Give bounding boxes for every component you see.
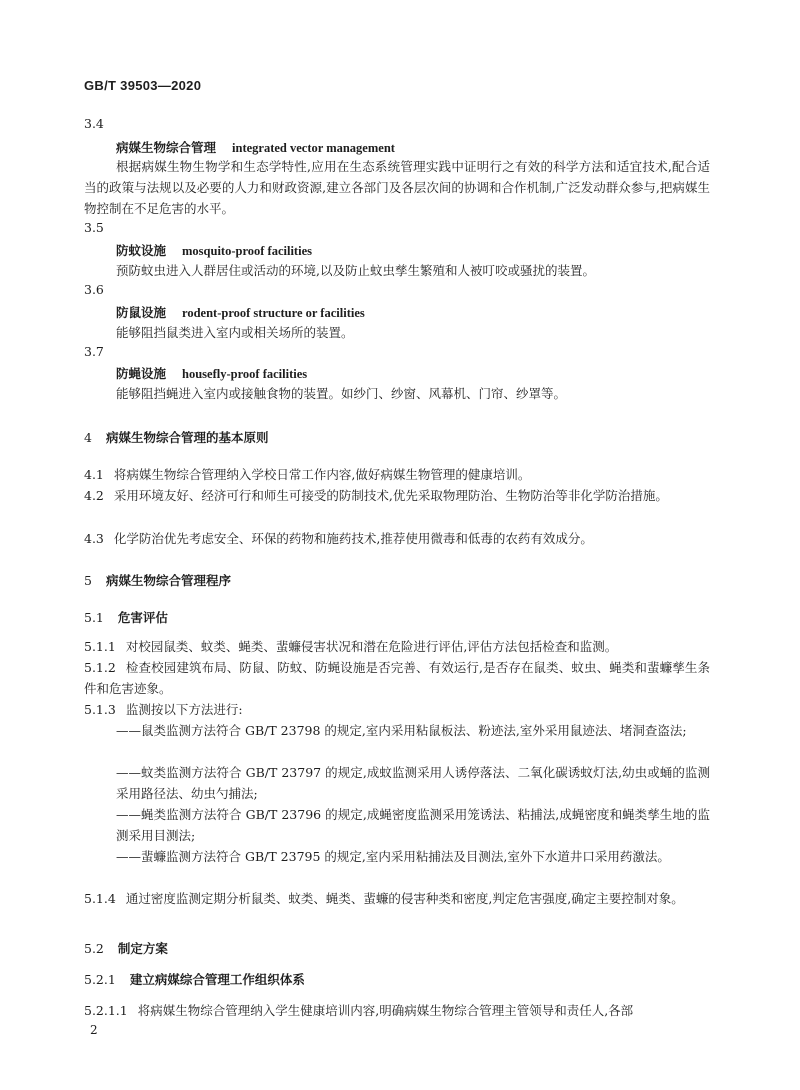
clause-5-1-4-number: 5.1.4 bbox=[84, 891, 116, 906]
definition-3-4: 根据病媒生物生物学和生态学特性,应用在生态系统管理实践中证明行之有效的科学方法和适宜技术,配合适当的政策与法规以及必要的人力和财政资源,建立各部门及各层次间的协调和合作机制,广泛发动群众参与,把病媒生物控制在不足危害的水平。 bbox=[84, 159, 710, 216]
monitoring-item-rodent: ——鼠类监测方法符合 GB/T 23798 的规定,室内采用粘鼠板法、粉迹法,室外采用鼠迹法、堵洞查盗法; bbox=[116, 723, 687, 738]
section-5-1-title: 危害评估 bbox=[117, 610, 168, 625]
term-3-6-en: rodent-proof structure or facilities bbox=[182, 306, 365, 320]
clause-5-1-1 bbox=[84, 636, 710, 657]
clause-5-1-3-text: 监测按以下方法进行: bbox=[125, 702, 243, 717]
clause-5-2-1-1-number: 5.2.1.1 bbox=[84, 1003, 128, 1018]
clause-3-5-number: 3.5 bbox=[84, 220, 104, 235]
term-3-6-zh: 防鼠设施 bbox=[116, 305, 167, 320]
monitoring-item-mosquito: ——蚊类监测方法符合 GB/T 23797 的规定,成蚊监测采用人诱停落法、二氧化碳诱蚊灯法,幼虫或蛹的监测采用路径法、幼虫勺捕法; bbox=[116, 765, 710, 801]
section-5-title: 病媒生物综合管理程序 bbox=[105, 573, 231, 588]
clause-5-2-1-1 bbox=[84, 1000, 710, 1021]
monitoring-item-housefly: ——蝇类监测方法符合 GB/T 23796 的规定,成蝇密度监测采用笼诱法、粘捕法,成蝇密度和蝇类孳生地的监测采用目测法; bbox=[116, 807, 710, 843]
term-3-5 bbox=[116, 241, 312, 259]
term-3-4-zh: 病媒生物综合管理 bbox=[116, 140, 217, 155]
term-3-7 bbox=[116, 364, 307, 382]
clause-5-1-3 bbox=[84, 699, 710, 720]
clause-5-1-2-number: 5.1.2 bbox=[84, 660, 116, 675]
term-3-6 bbox=[116, 303, 365, 321]
section-5-1-number: 5.1 bbox=[84, 610, 104, 625]
term-3-7-zh: 防蝇设施 bbox=[116, 366, 167, 381]
section-5-2-1-heading bbox=[84, 970, 305, 988]
clause-3-7-number: 3.7 bbox=[84, 344, 104, 359]
section-5-heading bbox=[84, 571, 231, 589]
section-5-2-title: 制定方案 bbox=[117, 941, 168, 956]
term-3-5-en: mosquito-proof facilities bbox=[182, 244, 312, 258]
section-5-2-number: 5.2 bbox=[84, 941, 104, 956]
clause-4-2-text: 采用环境友好、经济可行和师生可接受的防制技术,优先采取物理防治、生物防治等非化学防治措施。 bbox=[113, 488, 668, 503]
clause-3-4-number: 3.4 bbox=[84, 116, 104, 131]
section-4-heading bbox=[84, 428, 268, 446]
section-4-number: 4 bbox=[84, 430, 92, 445]
section-5-2-heading bbox=[84, 939, 168, 957]
monitoring-item-cockroach: ——蜚蠊监测方法符合 GB/T 23795 的规定,室内采用粘捕法及目测法,室外下水道井口采用药激法。 bbox=[116, 849, 670, 864]
clause-3-6-number: 3.6 bbox=[84, 282, 104, 297]
clause-4-3-number: 4.3 bbox=[84, 531, 104, 546]
clause-4-2 bbox=[84, 485, 710, 506]
definition-3-6: 能够阻挡鼠类进入室内或相关场所的装置。 bbox=[116, 325, 354, 340]
standard-header: GB/T 39503—2020 bbox=[84, 78, 202, 93]
clause-4-1 bbox=[84, 464, 710, 485]
definition-3-5: 预防蚊虫进入人群居住或活动的环境,以及防止蚊虫孳生繁殖和人被叮咬或骚扰的装置。 bbox=[116, 263, 595, 278]
clause-4-3-text: 化学防治优先考虑安全、环保的药物和施药技术,推荐使用微毒和低毒的农药有效成分。 bbox=[113, 531, 593, 546]
term-3-4 bbox=[116, 138, 395, 156]
clause-5-1-2-text: 检查校园建筑布局、防鼠、防蚊、防蝇设施是否完善、有效运行,是否存在鼠类、蚊虫、蝇类和蜚蠊孳生条件和危害迹象。 bbox=[84, 660, 710, 696]
clause-4-3 bbox=[84, 528, 710, 549]
clause-4-1-number: 4.1 bbox=[84, 467, 104, 482]
section-5-2-1-title: 建立病媒综合管理工作组织体系 bbox=[129, 972, 305, 987]
clause-5-1-3-number: 5.1.3 bbox=[84, 702, 116, 717]
clause-5-1-2 bbox=[84, 657, 710, 699]
term-3-5-zh: 防蚊设施 bbox=[116, 243, 167, 258]
clause-4-2-number: 4.2 bbox=[84, 488, 104, 503]
term-3-7-en: housefly-proof facilities bbox=[182, 367, 308, 381]
section-5-2-1-number: 5.2.1 bbox=[84, 972, 116, 987]
term-3-4-en: integrated vector management bbox=[232, 141, 395, 155]
clause-4-1-text: 将病媒生物综合管理纳入学校日常工作内容,做好病媒生物管理的健康培训。 bbox=[113, 467, 531, 482]
section-4-title: 病媒生物综合管理的基本原则 bbox=[105, 430, 269, 445]
clause-5-1-4 bbox=[84, 888, 710, 909]
clause-5-2-1-1-text: 将病媒生物综合管理纳入学生健康培训内容,明确病媒生物综合管理主管领导和责任人,各部 bbox=[137, 1003, 634, 1018]
clause-5-1-1-number: 5.1.1 bbox=[84, 639, 116, 654]
section-5-number: 5 bbox=[84, 573, 92, 588]
section-5-1-heading bbox=[84, 608, 168, 626]
clause-5-1-4-text: 通过密度监测定期分析鼠类、蚊类、蝇类、蜚蠊的侵害种类和密度,判定危害强度,确定主要控制对象。 bbox=[125, 891, 684, 906]
clause-5-1-1-text: 对校园鼠类、蚊类、蝇类、蜚蠊侵害状况和潜在危险进行评估,评估方法包括检查和监测。 bbox=[125, 639, 618, 654]
page-number: 2 bbox=[90, 1023, 98, 1037]
definition-3-7: 能够阻挡蝇进入室内或接触食物的装置。如纱门、纱窗、风幕机、门帘、纱罩等。 bbox=[116, 386, 567, 401]
